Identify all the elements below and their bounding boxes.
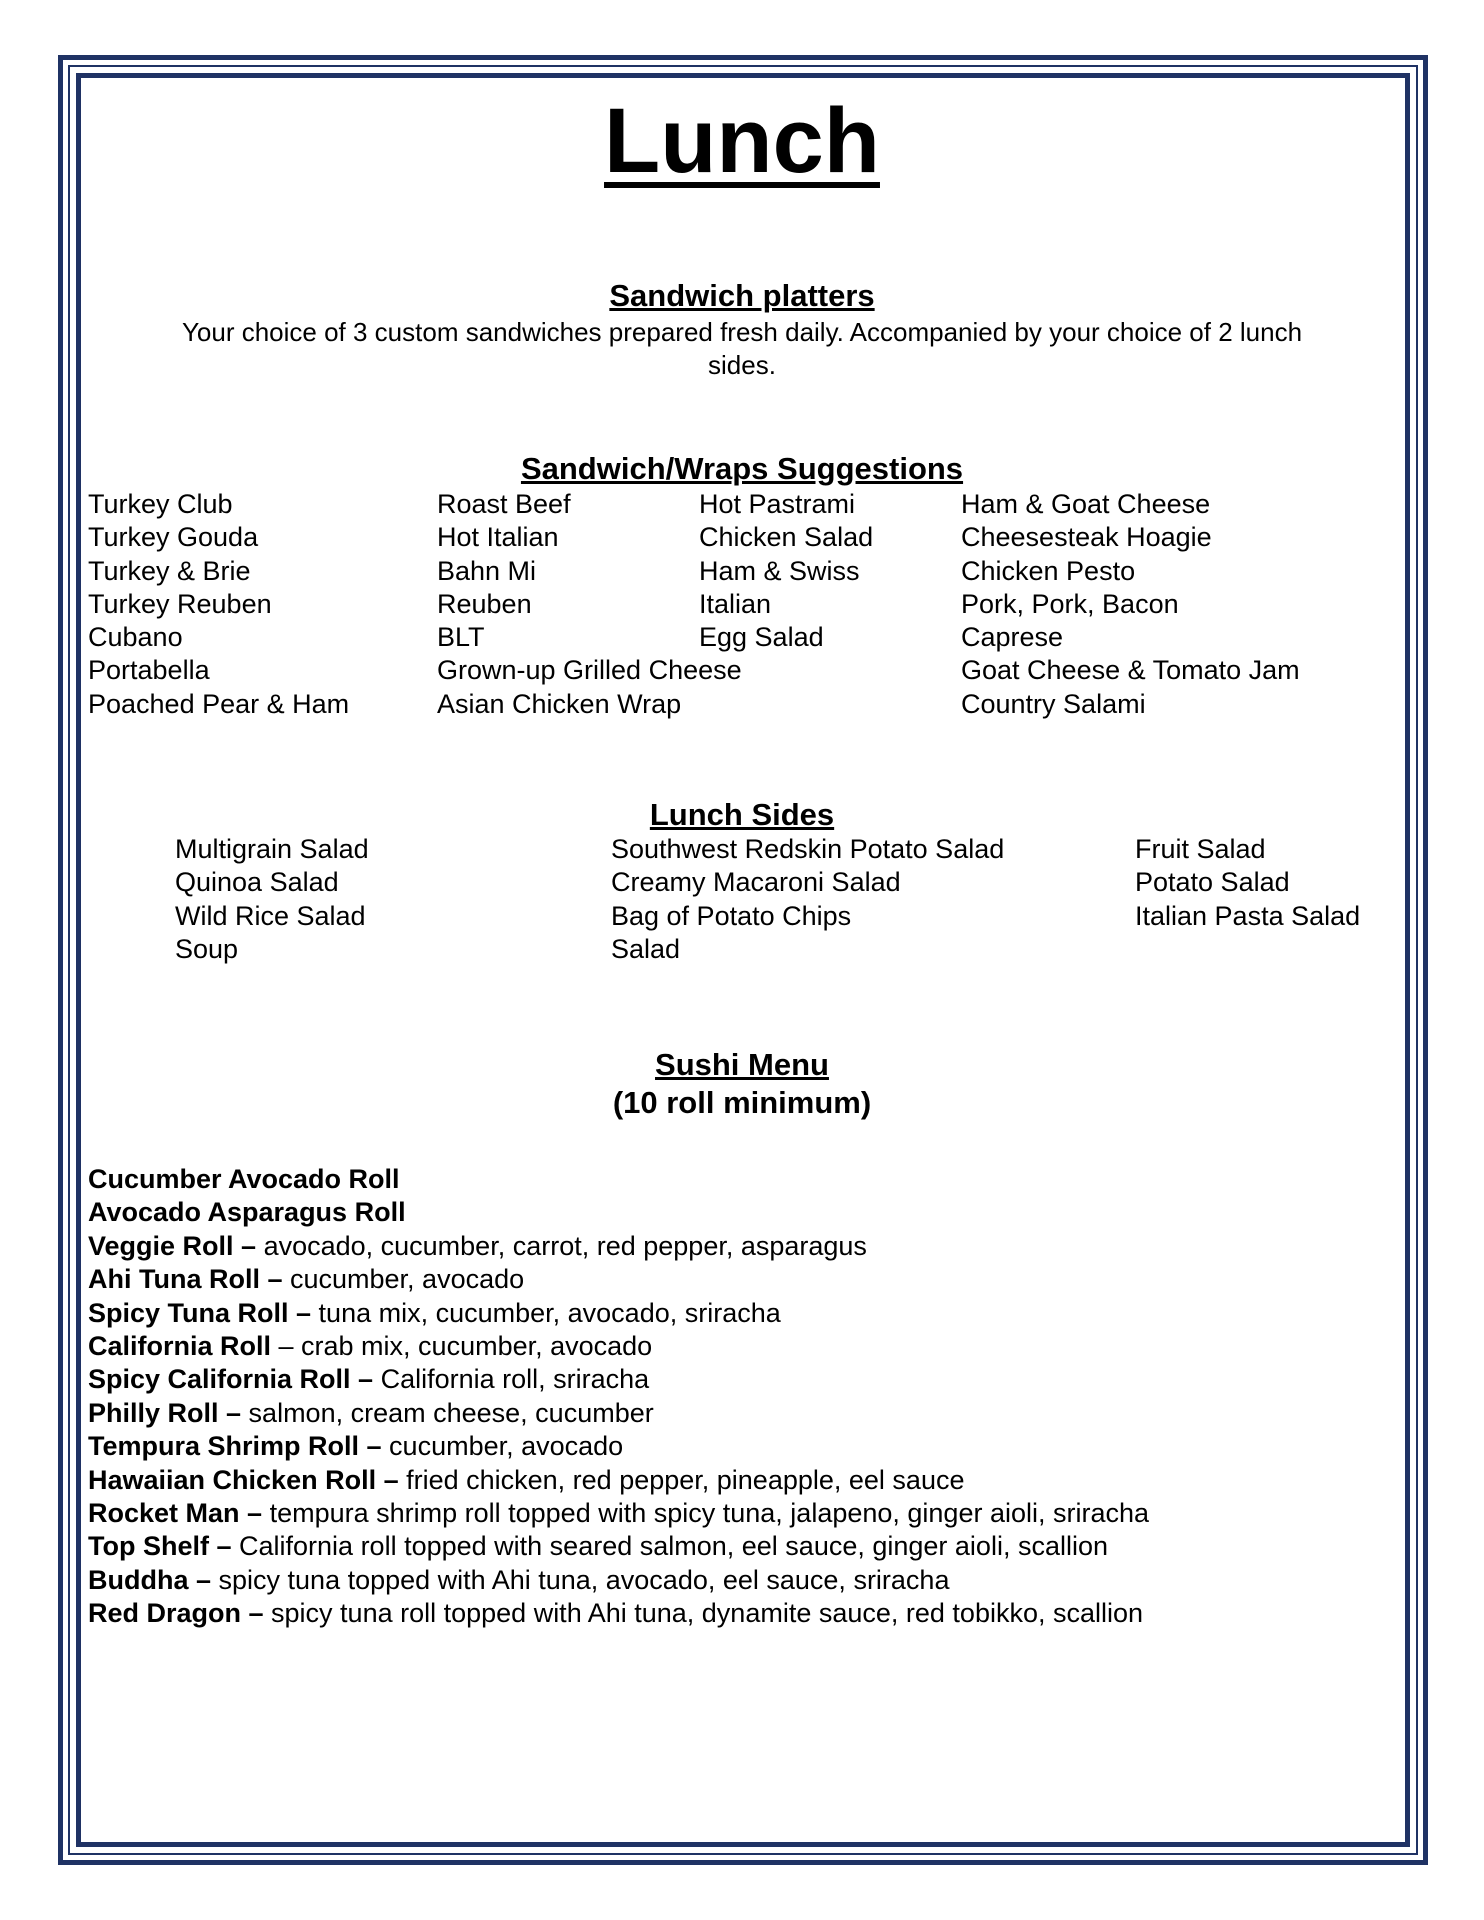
roll-description: fried chicken, red pepper, pineapple, eel sauce: [398, 1464, 965, 1495]
list-item: Bag of Potato Chips: [611, 900, 852, 931]
list-item: Chicken Pesto: [961, 555, 1136, 586]
list-item: Quinoa Salad: [175, 867, 339, 898]
list-item: Chicken Salad: [699, 522, 874, 553]
suggestions-column-3: [699, 488, 873, 654]
roll-name: Ahi Tuna Roll –: [88, 1264, 283, 1295]
sushi-menu-heading: Sushi Menu: [655, 1047, 829, 1082]
list-item: [88, 1263, 1149, 1296]
list-item: Italian Pasta Salad: [1135, 900, 1361, 931]
list-item: Roast Beef: [437, 489, 571, 519]
list-item: Fruit Salad: [1135, 834, 1266, 864]
roll-name: Red Dragon –: [88, 1598, 264, 1629]
roll-description: spicy tuna topped with Ahi tuna, avocado, eel sauce, sriracha: [211, 1564, 950, 1595]
list-item: [88, 1297, 1149, 1330]
roll-name: Hawaiian Chicken Roll –: [88, 1464, 399, 1495]
list-item: Bahn Mi: [437, 555, 537, 586]
list-item: [88, 1363, 1149, 1396]
list-item: Salad: [611, 933, 681, 964]
sides-column-1: [175, 833, 369, 966]
roll-name: Rocket Man –: [88, 1497, 263, 1528]
sides-column-3: [1135, 833, 1360, 933]
page-title: Lunch: [604, 90, 880, 192]
list-item: [88, 1163, 1149, 1196]
suggestions-column-2: [437, 488, 742, 721]
list-item: Southwest Redskin Potato Salad: [611, 834, 1005, 864]
list-item: Turkey Reuben: [88, 588, 272, 619]
list-item: Country Salami: [961, 688, 1146, 719]
list-item: Reuben: [437, 588, 532, 619]
list-item: [88, 1397, 1149, 1430]
list-item: [88, 1430, 1149, 1463]
roll-name: Avocado Asparagus Roll: [88, 1197, 406, 1228]
suggestions-column-4: [961, 488, 1300, 721]
list-item: Pork, Pork, Bacon: [961, 588, 1179, 619]
description-line: sides.: [708, 350, 776, 380]
roll-description: cucumber, avocado: [381, 1431, 624, 1462]
list-item: [88, 1597, 1149, 1630]
list-item: Ham & Goat Cheese: [961, 489, 1211, 519]
list-item: Italian: [699, 588, 772, 619]
list-item: Grown-up Grilled Cheese: [437, 655, 742, 686]
roll-name: Philly Roll –: [88, 1397, 242, 1428]
list-item: Turkey Gouda: [88, 522, 259, 553]
roll-name: Spicy California Roll –: [88, 1364, 374, 1395]
list-item: Creamy Macaroni Salad: [611, 867, 901, 898]
list-item: Hot Italian: [437, 522, 559, 553]
list-item: [88, 1330, 1149, 1363]
lunch-sides-heading: Lunch Sides: [649, 797, 835, 832]
list-item: BLT: [437, 622, 485, 653]
list-item: Goat Cheese & Tomato Jam: [961, 655, 1300, 686]
list-item: Cubano: [88, 622, 183, 653]
roll-description: California roll, sriracha: [373, 1364, 650, 1395]
list-item: Turkey Club: [88, 489, 233, 519]
suggestions-heading: Sandwich/Wraps Suggestions: [520, 451, 964, 486]
roll-description: cucumber, avocado: [282, 1264, 525, 1295]
list-item: Egg Salad: [699, 622, 824, 653]
suggestions-column-1: [88, 488, 349, 721]
roll-description: spicy tuna roll topped with Ahi tuna, dynamite sauce, red tobikko, scallion: [263, 1598, 1144, 1629]
sushi-menu-subheading: (10 roll minimum): [612, 1085, 872, 1120]
roll-name: Top Shelf –: [88, 1531, 232, 1562]
roll-name: Cucumber Avocado Roll: [88, 1164, 400, 1194]
roll-description: California roll topped with seared salmon, eel sauce, ginger aioli, scallion: [231, 1531, 1108, 1562]
roll-description: avocado, cucumber, carrot, red pepper, asparagus: [256, 1230, 867, 1261]
roll-description: tempura shrimp roll topped with spicy tuna, jalapeno, ginger aioli, sriracha: [262, 1497, 1150, 1528]
list-item: [88, 1564, 1149, 1597]
list-item: Potato Salad: [1135, 867, 1290, 898]
list-item: Caprese: [961, 622, 1064, 653]
roll-name: Tempura Shrimp Roll –: [88, 1431, 382, 1462]
list-item: Turkey & Brie: [88, 555, 251, 586]
sandwich-platters-heading: Sandwich platters: [609, 278, 875, 313]
list-item: Poached Pear & Ham: [88, 688, 350, 719]
description-line: Your choice of 3 custom sandwiches prepared fresh daily. Accompanied by your choice of 2 lunch: [181, 317, 1303, 347]
list-item: Wild Rice Salad: [175, 900, 366, 931]
list-item: Cheesesteak Hoagie: [961, 522, 1212, 553]
list-item: Portabella: [88, 655, 210, 686]
roll-description: tuna mix, cucumber, avocado, sriracha: [311, 1297, 781, 1328]
roll-description: salmon, cream cheese, cucumber: [241, 1397, 654, 1428]
list-item: Multigrain Salad: [175, 834, 369, 864]
list-item: [88, 1497, 1149, 1530]
roll-name: Spicy Tuna Roll –: [88, 1297, 312, 1328]
sandwich-platters-description: [90, 316, 1394, 382]
roll-name: Veggie Roll –: [88, 1230, 257, 1261]
list-item: [88, 1464, 1149, 1497]
list-item: [88, 1196, 1149, 1229]
list-item: Hot Pastrami: [699, 489, 856, 519]
list-item: Asian Chicken Wrap: [437, 688, 682, 719]
sushi-list: [88, 1163, 1149, 1630]
roll-description: – crab mix, cucumber, avocado: [271, 1330, 653, 1361]
list-item: Soup: [175, 933, 239, 964]
roll-name: California Roll: [88, 1330, 272, 1361]
list-item: [88, 1530, 1149, 1563]
roll-name: Buddha –: [88, 1564, 212, 1595]
sides-column-2: [611, 833, 1004, 966]
list-item: Ham & Swiss: [699, 555, 860, 586]
list-item: [88, 1230, 1149, 1263]
